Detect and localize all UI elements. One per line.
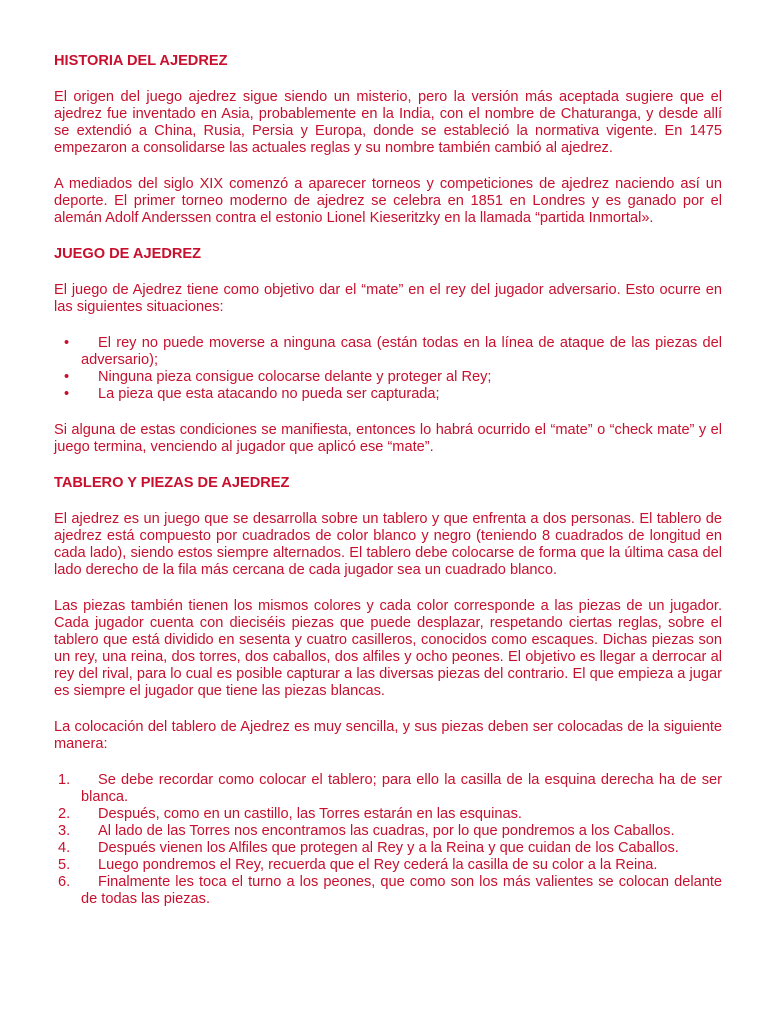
- mate-conditions-list: [54, 335, 722, 403]
- list-item: [54, 806, 722, 823]
- bullet-marker: •: [64, 369, 70, 385]
- step-number: 6.: [58, 874, 71, 890]
- placement-steps-list: [54, 772, 722, 908]
- list-item-text: La pieza que esta atacando no pueda ser capturada;: [98, 386, 440, 402]
- list-item: [54, 335, 722, 369]
- step-number: 4.: [58, 840, 71, 856]
- step-number: 1.: [58, 772, 71, 788]
- bullet-marker: •: [64, 335, 70, 351]
- step-text: Se debe recordar como colocar el tablero; para ello la casilla de la esquina derecha ha de ser blanca.: [81, 772, 722, 805]
- tablero-paragraph-1: El ajedrez es un juego que se desarrolla sobre un tablero y que enfrenta a dos personas. El tablero de ajedrez está compuesto por cuadrados de color blanco y negro (teniendo 8 cuadrados de longitud en cada lado), siendo estos siempre alternados. El tablero debe colocarse de forma que la última casa del lado derecho de la fila más cercana de cada jugador sea un cuadrado blanco.: [54, 511, 722, 578]
- juego-intro: El juego de Ajedrez tiene como objetivo dar el “mate” en el rey del jugador adversario. Esto ocurre en las siguientes situaciones:: [54, 282, 722, 315]
- bullet-marker: •: [64, 386, 70, 402]
- heading-historia: HISTORIA DEL AJEDREZ: [54, 53, 228, 69]
- list-item-text: Ninguna pieza consigue colocarse delante y proteger al Rey;: [98, 369, 492, 385]
- list-item: [54, 857, 722, 874]
- list-item: [54, 772, 722, 806]
- step-text: Después, como en un castillo, las Torres estarán en las esquinas.: [98, 806, 522, 822]
- step-text: Después vienen los Alfiles que protegen al Rey y a la Reina y que cuidan de los Caballos.: [98, 840, 679, 856]
- step-text: Luego pondremos el Rey, recuerda que el Rey cederá la casilla de su color a la Reina.: [98, 857, 658, 873]
- historia-paragraph-1: El origen del juego ajedrez sigue siendo un misterio, pero la versión más aceptada sugiere que el ajedrez fue inventado en Asia, probablemente en la India, con el nombre de Chaturanga, y desde allí se extendió a China, Rusia, Persia y Europa, donde se estableció la normativa vigente. En 1475 empezaron a consolidarse las actuales reglas y su nombre también cambió al ajedrez.: [54, 89, 722, 156]
- list-item-text: El rey no puede moverse a ninguna casa (están todas en la línea de ataque de las piezas del adversario);: [81, 335, 722, 368]
- list-item: [54, 823, 722, 840]
- step-text: Al lado de las Torres nos encontramos las cuadras, por lo que pondremos a los Caballos.: [98, 823, 675, 839]
- heading-tablero: TABLERO Y PIEZAS DE AJEDREZ: [54, 475, 290, 491]
- step-number: 2.: [58, 806, 71, 822]
- juego-outro: Si alguna de estas condiciones se manifiesta, entonces lo habrá ocurrido el “mate” o “check mate” y el juego termina, venciendo al jugador que aplicó ese “mate”.: [54, 422, 722, 455]
- list-item: [54, 369, 722, 386]
- tablero-paragraph-2: Las piezas también tienen los mismos colores y cada color corresponde a las piezas de un jugador. Cada jugador cuenta con dieciséis piezas que puede desplazar, respetando ciertas reglas, sobre el tablero que está dividido en sesenta y cuatro casilleros, conocidos como escaques. Dichas piezas son un rey, una reina, dos torres, dos caballos, dos alfiles y ocho peones. El objetivo es llegar a derrocar al rey del rival, para lo cual es posible capturar a las diversas piezas del contrario. El que empieza a jugar es siempre el jugador que tiene las piezas blancas.: [54, 598, 722, 699]
- document-page: [54, 53, 722, 927]
- step-text: Finalmente les toca el turno a los peones, que como son los más valientes se colocan delante de todas las piezas.: [81, 874, 722, 907]
- step-number: 3.: [58, 823, 71, 839]
- tablero-paragraph-3: La colocación del tablero de Ajedrez es muy sencilla, y sus piezas deben ser colocadas de la siguiente manera:: [54, 719, 722, 752]
- step-number: 5.: [58, 857, 71, 873]
- historia-paragraph-2: A mediados del siglo XIX comenzó a aparecer torneos y competiciones de ajedrez naciendo así un deporte. El primer torneo moderno de ajedrez se celebra en 1851 en Londres y es ganado por el alemán Adolf Anderssen contra el estonio Lionel Kieseritzky en la llamada “partida Inmortal».: [54, 176, 722, 226]
- list-item: [54, 386, 722, 403]
- list-item: [54, 874, 722, 908]
- list-item: [54, 840, 722, 857]
- heading-juego: JUEGO DE AJEDREZ: [54, 246, 202, 262]
